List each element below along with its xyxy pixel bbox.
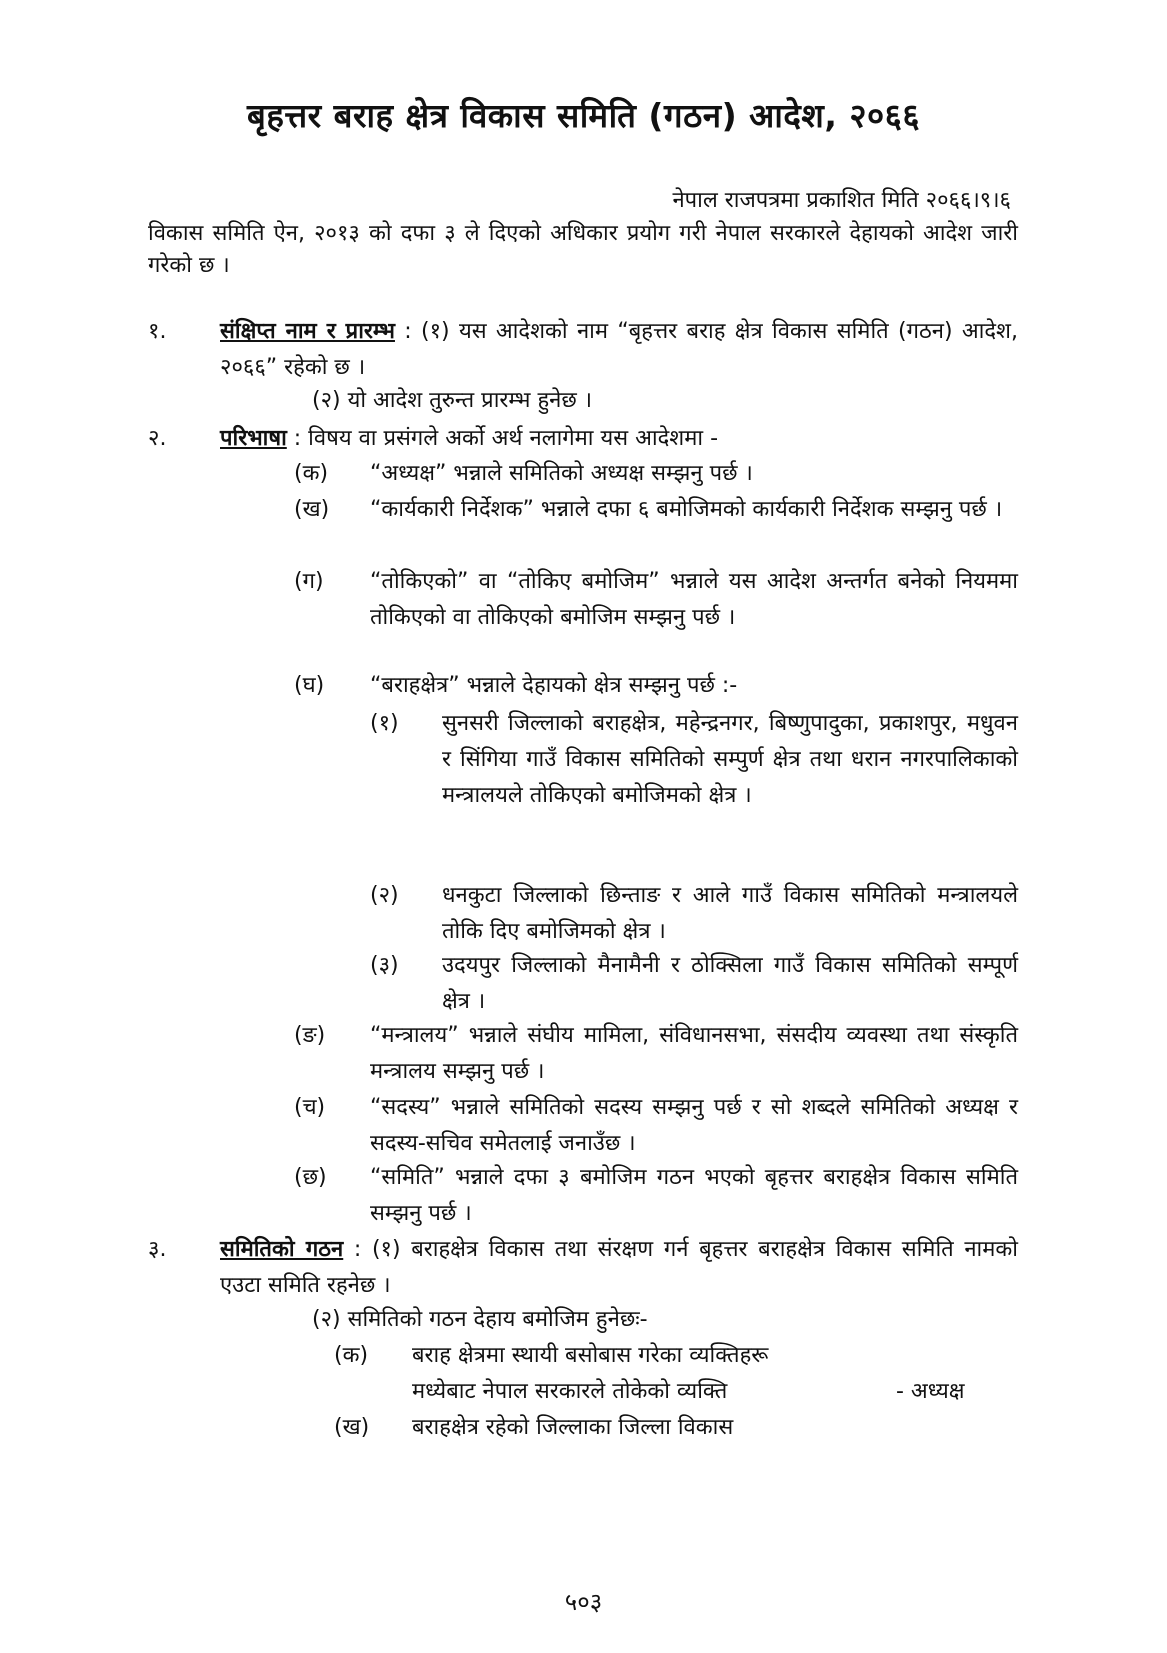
subitem: धनकुटा जिल्लाको छिन्ताङ र आले गाउँ विकास समितिको मन्त्रालयले तोकि दिए बमोजिमको क्षेत्र । [442, 883, 1018, 944]
definition-label: (ङ) [294, 1023, 326, 1048]
definition-item: “मन्त्रालय” भन्नाले संघीय मामिला, संविधानसभा, संसदीय व्यवस्था तथा संस्कृति मन्त्रालय सम्झनु पर्छ । [370, 1023, 1018, 1084]
section-1-text [220, 314, 1018, 386]
preamble: विकास समिति ऐन, २०१३ को दफा ३ ले दिएको अधिकार प्रयोग गरी नेपाल सरकारले देहायको आदेश जारी गरेको छ । [148, 221, 1018, 278]
section-2-text [220, 423, 718, 455]
page-number: ५०३ [564, 1588, 603, 1616]
definition-item: “बराहक्षेत्र” भन्नाले देहायको क्षेत्र सम्झनु पर्छ :- [370, 673, 738, 698]
member-line: मध्येबाट नेपाल सरकारले तोकेको व्यक्ति [412, 1379, 728, 1404]
definition-label: (ख) [294, 497, 330, 522]
definition-item: “अध्यक्ष” भन्नाले समितिको अध्यक्ष सम्झनु पर्छ । [370, 461, 753, 486]
definition-item: “कार्यकारी निर्देशक” भन्नाले दफा ६ बमोजिमको कार्यकारी निर्देशक सम्झनु पर्छ । [370, 497, 1003, 522]
definition-label: (छ) [294, 1165, 327, 1190]
subitem: उदयपुर जिल्लाको मैनामैनी र ठोक्सिला गाउँ विकास समितिको सम्पूर्ण क्षेत्र । [442, 953, 1018, 1014]
section-heading: समितिको गठन [220, 1237, 344, 1262]
section-number: २. [148, 426, 167, 451]
section-body: : (१) यस आदेशको नाम “बृहत्तर बराह क्षेत्र विकास समिति (गठन) आदेश, २०६६” रहेको छ । [220, 319, 1018, 380]
section-body: : विषय वा प्रसंगले अर्को अर्थ नलागेमा यस आदेशमा - [286, 426, 719, 451]
definition-label: (ग) [294, 569, 324, 594]
publication-note: नेपाल राजपत्रमा प्रकाशित मिति २०६६।९।६ [672, 188, 1011, 213]
definition-label: (घ) [294, 673, 325, 698]
member-role: - अध्यक्ष [896, 1379, 965, 1404]
subitem-label: (३) [370, 953, 399, 978]
section-heading: परिभाषा [220, 426, 287, 451]
definition-item: “सदस्य” भन्नाले समितिको सदस्य सम्झनु पर्छ र सो शब्दले समितिको अध्यक्ष र सदस्य-सचिव समेतलाई जनाउँछ । [370, 1095, 1018, 1156]
member-line: बराहक्षेत्र रहेको जिल्लाका जिल्ला विकास [412, 1415, 734, 1440]
section-heading: संक्षिप्त नाम र प्रारम्भ [220, 319, 395, 344]
member-label: (क) [334, 1343, 369, 1368]
definition-label: (च) [294, 1095, 326, 1120]
definition-item: “तोकिएको” वा “तोकिए बमोजिम” भन्नाले यस आदेश अन्तर्गत बनेको नियममा तोकिएको वा तोकिएको बमोजिम सम्झनु पर्छ । [370, 569, 1018, 630]
section-number: १. [148, 319, 167, 344]
section-3-sub-2: (२) समितिको गठन देहाय बमोजिम हुनेछः- [312, 1307, 648, 1332]
member-label: (ख) [334, 1415, 370, 1440]
section-3-text [220, 1232, 1018, 1304]
section-body: : (१) बराहक्षेत्र विकास तथा संरक्षण गर्न बृहत्तर बराहक्षेत्र विकास समिति नामको एउटा समिति रहनेछ । [220, 1237, 1018, 1298]
definition-item: “समिति” भन्नाले दफा ३ बमोजिम गठन भएको बृहत्तर बराहक्षेत्र विकास समिति सम्झनु पर्छ । [370, 1165, 1018, 1226]
subitem-label: (१) [370, 711, 399, 736]
subitem-label: (२) [370, 883, 399, 908]
subitem: सुनसरी जिल्लाको बराहक्षेत्र, महेन्द्रनगर, बिष्णुपादुका, प्रकाशपुर, मधुवन र सिंगिया गाउँ विकास समितिको सम्पुर्ण क्षेत्र तथा धरान नगरपालिकाको मन्त्रालयले तोकिएको बमोजिमको क्षेत्र । [442, 711, 1018, 808]
section-number: ३. [148, 1237, 167, 1262]
member-line: बराह क्षेत्रमा स्थायी बसोबास गरेका व्यक्तिहरू [412, 1343, 769, 1368]
section-1-sub-2: (२) यो आदेश तुरुन्त प्रारम्भ हुनेछ । [312, 388, 593, 413]
document-title: बृहत्तर बराह क्षेत्र विकास समिति (गठन) आदेश, २०६६ [246, 96, 920, 135]
definition-label: (क) [294, 461, 329, 486]
